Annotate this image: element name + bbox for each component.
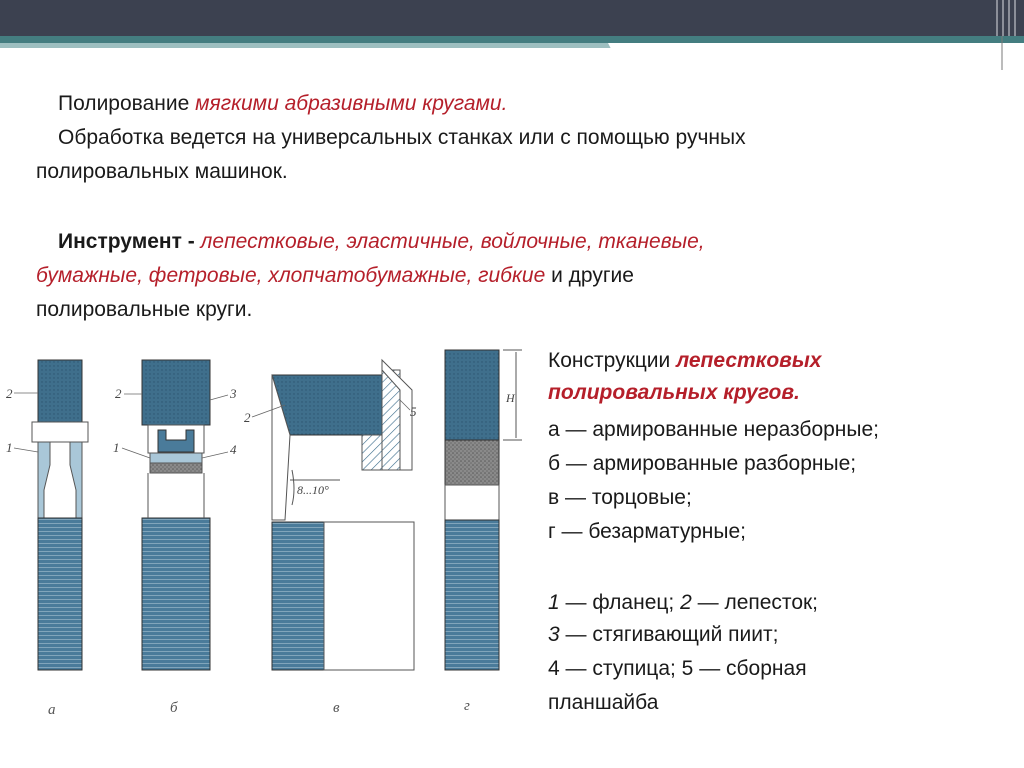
caption-a: а xyxy=(48,702,56,718)
legend-line-1 xyxy=(548,590,818,616)
fig-label-2v: 2 xyxy=(244,410,251,425)
fig-label-h: H xyxy=(506,391,515,405)
tool-types-1: лепестковые, эластичные, войлочные, тканевые, xyxy=(200,230,705,253)
top-bar xyxy=(0,0,1024,36)
tool-types-2: бумажные, фетровые, хлопчатобумажные, гибкие xyxy=(36,264,546,287)
corner-decoration xyxy=(608,36,1024,70)
legend-text-2: — лепесток; xyxy=(691,591,819,614)
fig-label-2b: 2 xyxy=(115,386,122,401)
item-a: а — армированные неразборные; xyxy=(548,418,880,441)
constructions-red-2: полировальных кругов. xyxy=(548,381,800,404)
tool-line-3: полировальные круги. xyxy=(36,298,253,321)
legend-num-3: 3 xyxy=(548,623,560,646)
tool-line-1 xyxy=(58,229,705,255)
constructions-plain: Конструкции xyxy=(548,349,677,372)
legend-num-1: 1 xyxy=(548,591,560,614)
constructions-title xyxy=(548,348,821,374)
caption-b: б xyxy=(170,700,178,716)
legend-text-1: — фланец; xyxy=(559,591,681,614)
tool-label: Инструмент - xyxy=(58,230,201,253)
fig-label-5v: 5 xyxy=(410,404,417,419)
item-g: г — безарматурные; xyxy=(548,520,746,543)
wheel-b xyxy=(142,360,210,670)
constructions-red-1: лепестковых xyxy=(676,349,822,372)
legend-line-3: 4 — ступица; 5 — сборная xyxy=(548,657,807,680)
legend-num-2: 2 xyxy=(680,591,692,614)
wheel-v xyxy=(272,360,414,670)
caption-g: г xyxy=(464,698,470,714)
tool-tail: и другие xyxy=(545,264,634,287)
intro-line xyxy=(58,91,507,117)
right-edge-lines xyxy=(996,0,1024,36)
processing-line: Обработка ведется на универсальных станках или с помощью ручных xyxy=(58,126,746,149)
item-v: в — торцовые; xyxy=(548,486,692,509)
fig-label-angle: 8...10° xyxy=(297,483,329,497)
polishing-wheels-figure xyxy=(0,340,530,740)
tool-line-2 xyxy=(36,263,634,289)
processing-line-2: полировальных машинок. xyxy=(36,160,288,183)
fig-label-1b: 1 xyxy=(113,440,120,455)
caption-v: в xyxy=(333,700,340,716)
fig-label-1a: 1 xyxy=(6,440,13,455)
legend-line-2 xyxy=(548,622,778,648)
item-b: б — армированные разборные; xyxy=(548,452,857,475)
fig-label-2a: 2 xyxy=(6,386,13,401)
intro-italic: мягкими абразивными кругами. xyxy=(195,92,508,115)
wheel-a xyxy=(32,360,88,670)
legend-text-3: — стягивающий пиит; xyxy=(559,623,779,646)
fig-label-4b: 4 xyxy=(230,442,237,457)
legend-line-4: планшайба xyxy=(548,691,659,714)
fig-label-3b: 3 xyxy=(230,386,237,401)
intro-plain: Полирование xyxy=(58,92,196,115)
